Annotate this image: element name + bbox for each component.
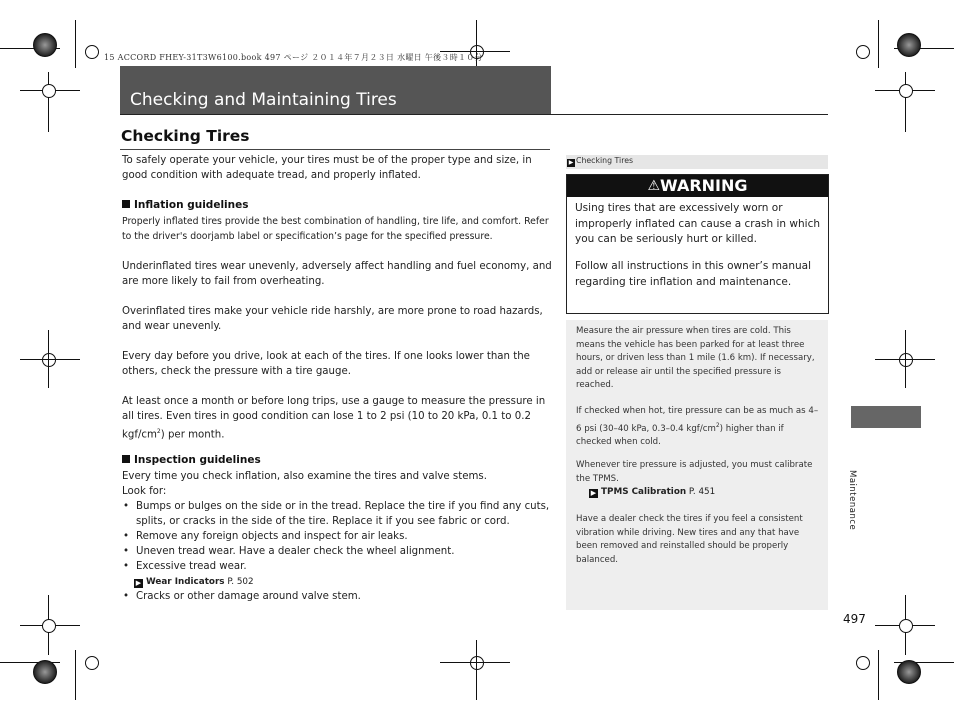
list-item-text: Cracks or other damage around valve stem.: [136, 591, 361, 602]
ref-label: TPMS Calibration: [601, 487, 687, 497]
look-for-label: Look for:: [122, 486, 167, 497]
superscript: 2: [715, 421, 720, 429]
registration-seal-icon: [33, 660, 57, 684]
crop-mark: [440, 662, 510, 663]
crop-mark: [75, 20, 76, 68]
ref-label: Wear Indicators: [146, 577, 225, 587]
list-item-text: Excessive tread wear.: [136, 561, 247, 572]
inflation-paragraph-5: [122, 394, 552, 442]
list-item: • Remove any foreign objects and inspect for air leaks.: [123, 531, 408, 542]
note-tpms: Whenever tire pressure is adjusted, you must calibrate the TPMS.: [576, 460, 813, 484]
registration-mark-icon: [42, 84, 56, 98]
inflation-heading-text: Inflation guidelines: [134, 199, 249, 211]
registration-seal-icon: [897, 33, 921, 57]
chapter-tab-label: Maintenance: [847, 470, 857, 531]
warning-paragraph-1: Using tires that are excessively worn or improperly inflated can cause a crash in which you can be seriously hurt or killed.: [575, 202, 821, 245]
superscript: 2: [156, 428, 161, 435]
page-title: Checking and Maintaining Tires: [130, 90, 397, 110]
crop-mark: [875, 359, 935, 360]
inflation-p5-text: At least once a month or before long trips, use a gauge to measure the pressure in all tires. Even tires in good condition can lose 1 to 2 psi (10 to 20 kPa, 0.1 to 0.2 kgf/cm: [122, 396, 546, 441]
inspection-paragraph: Every time you check inflation, also examine the tires and valve stems.: [122, 471, 487, 482]
note2-text: If checked when hot, tire pressure can be as much as 4–6 psi (30–40 kPa, 0.3–0.4 kgf/cm: [576, 406, 819, 434]
crop-mark: [20, 359, 80, 360]
warning-triangle-icon: ⚠: [647, 178, 661, 194]
tpms-calibration-link[interactable]: [589, 487, 715, 498]
note2-tail: ) higher than if checked when cold.: [576, 423, 784, 447]
crop-mark: [48, 72, 49, 132]
title-rule: [120, 114, 828, 115]
inflation-paragraph-4: Every day before you drive, look at each of the tires. If one looks lower than the others, check the pressure with a tire gauge.: [122, 351, 530, 377]
note-cold-pressure: Measure the air pressure when tires are cold. This means the vehicle has been parked for at least three hours, or driven less than 1 mile (1.6 km). If necessary, add or release air until the specified pressure is reached.: [576, 326, 815, 390]
registration-seal-icon: [897, 660, 921, 684]
list-item: • Uneven tread wear. Have a dealer check the wheel alignment.: [123, 546, 455, 557]
wear-indicators-link[interactable]: [134, 575, 254, 590]
inspection-heading: [122, 454, 261, 466]
inflation-paragraph-3: Overinflated tires make your vehicle ride harshly, are more prone to road hazards, and wear unevenly.: [122, 306, 543, 332]
registration-mark-icon: [42, 619, 56, 633]
page-reference-arrow-icon: ▶: [135, 579, 142, 587]
inflation-p5-tail: ) per month.: [160, 429, 225, 441]
square-bullet-icon: [122, 455, 130, 463]
registration-mark-icon: [899, 619, 913, 633]
list-item-text: Remove any foreign objects and inspect for air leaks.: [136, 531, 408, 542]
registration-mark-icon: [899, 353, 913, 367]
inflation-paragraph-2: Underinflated tires wear unevenly, adversely affect handling and fuel economy, and are more likely to fail from overheating.: [122, 261, 552, 287]
inflation-paragraph-1: Properly inflated tires provide the best combination of handling, tire life, and comfort. Refer to the driver's doorjamb label or specification’s page for the specified pressure.: [122, 216, 549, 242]
registration-mark-icon: [470, 656, 484, 670]
section-rule: [120, 149, 550, 150]
inspection-heading-text: Inspection guidelines: [134, 454, 261, 466]
registration-mark-icon: [85, 656, 99, 670]
list-item: • Bumps or bulges on the side or in the tread. Replace the tire if you find any cuts, splits, or cracks in the side of the tire. Replace it if you see fabric or cord.: [123, 501, 550, 527]
registration-mark-icon: [85, 45, 99, 59]
inspection-list: [122, 499, 552, 604]
inflation-heading: [122, 199, 249, 211]
warning-paragraph-2: Follow all instructions in this owner’s manual regarding tire inflation and maintenance.: [575, 260, 812, 288]
crop-mark: [878, 20, 879, 68]
registration-mark-icon: [42, 353, 56, 367]
registration-seal-icon: [33, 33, 57, 57]
list-item: • Cracks or other damage around valve stem.: [123, 591, 361, 602]
section-title: Checking Tires: [121, 127, 250, 145]
side-header: [567, 156, 633, 167]
crop-mark: [878, 650, 879, 700]
chapter-tab: [851, 406, 921, 428]
registration-mark-icon: [899, 84, 913, 98]
warning-header: [567, 175, 828, 197]
square-bullet-icon: [122, 200, 130, 208]
ref-page: P. 502: [227, 577, 254, 587]
ref-page: P. 451: [688, 487, 716, 497]
print-header-line: 15 ACCORD FHEY-31T3W6100.book 497 ページ ２０１４年７月２３日 水曜日 午後３時１０分: [104, 53, 483, 62]
note-balance: Have a dealer check the tires if you feel a consistent vibration while driving. New tires and any that have been removed and reinstalled should be properly balanced.: [576, 514, 803, 565]
registration-mark-icon: [856, 45, 870, 59]
warning-title: WARNING: [660, 176, 748, 195]
note-hot-pressure: [576, 405, 821, 449]
crop-mark: [476, 640, 477, 700]
crop-mark: [75, 650, 76, 700]
list-item-text: Bumps or bulges on the side or in the tread. Replace the tire if you find any cuts, splits, or cracks in the side of the tire. Replace it if you see fabric or cord.: [136, 501, 550, 527]
section-arrow-icon: ▶: [568, 159, 574, 166]
page-reference-arrow-icon: ▶: [590, 489, 597, 497]
crop-mark: [905, 72, 906, 132]
intro-paragraph: To safely operate your vehicle, your tires must be of the proper type and size, in good condition with adequate tread, and properly inflated.: [122, 155, 532, 181]
registration-mark-icon: [856, 656, 870, 670]
page-number: 497: [843, 612, 866, 626]
list-item: • Excessive tread wear.: [123, 561, 247, 572]
list-item-text: Uneven tread wear. Have a dealer check the wheel alignment.: [136, 546, 455, 557]
reference-row: [122, 574, 552, 589]
side-header-text: Checking Tires: [576, 156, 634, 165]
